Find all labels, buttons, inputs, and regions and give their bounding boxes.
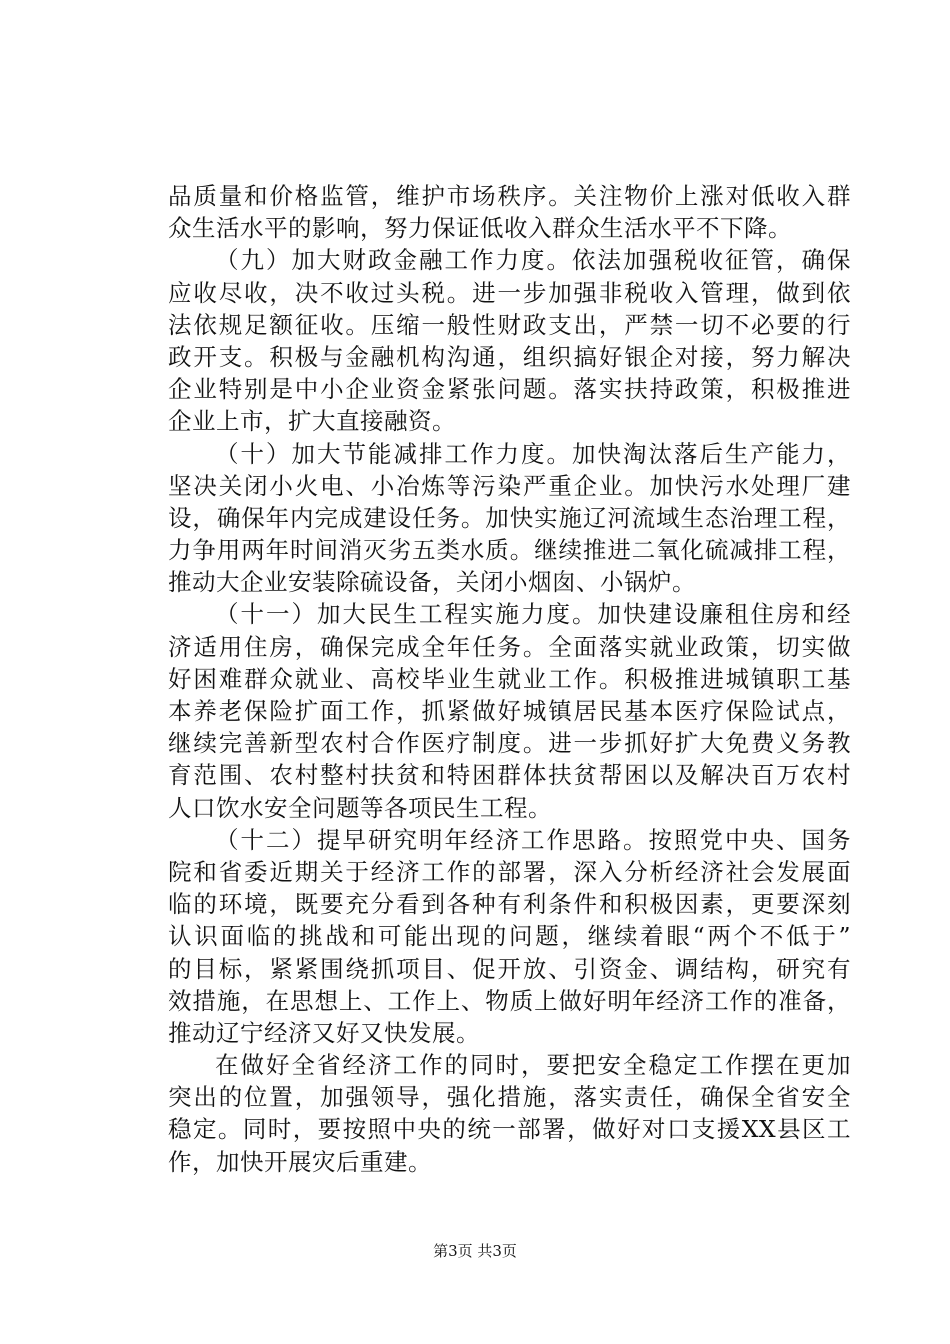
text-line: 作，加快开展灾后重建。 [168, 1147, 432, 1176]
text-line: 品质量和价格监管，维护市场秩序。关注物价上涨对低收入群 [168, 182, 851, 210]
text-line: （十二）提早研究明年经济工作思路。按照党中央、国务 [215, 825, 851, 854]
text-line: 继续完善新型农村合作医疗制度。进一步抓好扩大免费义务教 [168, 729, 851, 758]
text-line: 法依规足额征收。压缩一般性财政支出，严禁一切不必要的行 [168, 310, 851, 339]
page-number-footer: 第3页 共3页 [433, 1242, 517, 1260]
text-line: 推动大企业安装除硫设备，关闭小烟囱、小锅炉。 [168, 568, 696, 597]
text-line: 众生活水平的影响，努力保证低收入群众生活水平不下降。 [168, 214, 792, 243]
text-line: （十）加大节能减排工作力度。加快淘汰落后生产能力， [215, 439, 851, 468]
text-line: 坚决关闭小火电、小冶炼等污染严重企业。加快污水处理厂建 [168, 471, 851, 500]
text-line: 人口饮水安全问题等各项民生工程。 [168, 793, 552, 822]
text-line: 政开支。积极与金融机构沟通，组织搞好银企对接，努力解决 [168, 342, 851, 371]
text-line: 推动辽宁经济又好又快发展。 [168, 1018, 480, 1047]
text-line: 企业上市，扩大直接融资。 [168, 407, 456, 436]
text-line: 济适用住房，确保完成全年任务。全面落实就业政策，切实做 [168, 632, 851, 661]
text-line: 的目标，紧紧围绕抓项目、促开放、引资金、调结构，研究有 [168, 954, 851, 983]
text-line: 临的环境，既要充分看到各种有利条件和积极因素，更要深刻 [168, 890, 851, 919]
paragraph-energy-saving [168, 438, 851, 599]
text-line: （九）加大财政金融工作力度。依法加强税收征管，确保 [215, 246, 851, 275]
document-body [168, 180, 851, 1178]
text-line: 应收尽收，决不收过头税。进一步加强非税收入管理，做到依 [168, 278, 851, 307]
text-line: 在做好全省经济工作的同时，要把安全稳定工作摆在更加 [215, 1051, 851, 1080]
text-line: （十一）加大民生工程实施力度。加快建设廉租住房和经 [215, 600, 851, 629]
paragraph-livelihood [168, 598, 851, 823]
text-line: 稳定。同时，要按照中央的统一部署，做好对口支援XX县区工 [168, 1115, 851, 1144]
text-line: 突出的位置，加强领导，强化措施，落实责任，确保全省安全 [168, 1083, 851, 1112]
text-line: 力争用两年时间消灭劣五类水质。继续推进二氧化硫减排工程， [168, 536, 851, 565]
text-line: 企业特别是中小企业资金紧张问题。落实扶持政策，积极推进 [168, 375, 851, 404]
paragraph-next-year-plan [168, 824, 851, 1049]
paragraph-safety-stability [168, 1049, 851, 1178]
paragraph-continuation [168, 180, 851, 244]
text-line: 效措施，在思想上、工作上、物质上做好明年经济工作的准备， [168, 986, 851, 1015]
text-line: 认识面临的挑战和可能出现的问题，继续着眼“两个不低于” [168, 922, 851, 951]
text-line: 设，确保年内完成建设任务。加快实施辽河流域生态治理工程， [168, 503, 851, 532]
text-line: 本养老保险扩面工作，抓紧做好城镇居民基本医疗保险试点， [168, 697, 851, 725]
paragraph-fiscal-finance [168, 244, 851, 437]
text-line: 育范围、农村整村扶贫和特困群体扶贫帮困以及解决百万农村 [168, 761, 851, 790]
text-line: 好困难群众就业、高校毕业生就业工作。积极推进城镇职工基 [168, 664, 851, 693]
text-line: 院和省委近期关于经济工作的部署，深入分析经济社会发展面 [168, 857, 851, 886]
